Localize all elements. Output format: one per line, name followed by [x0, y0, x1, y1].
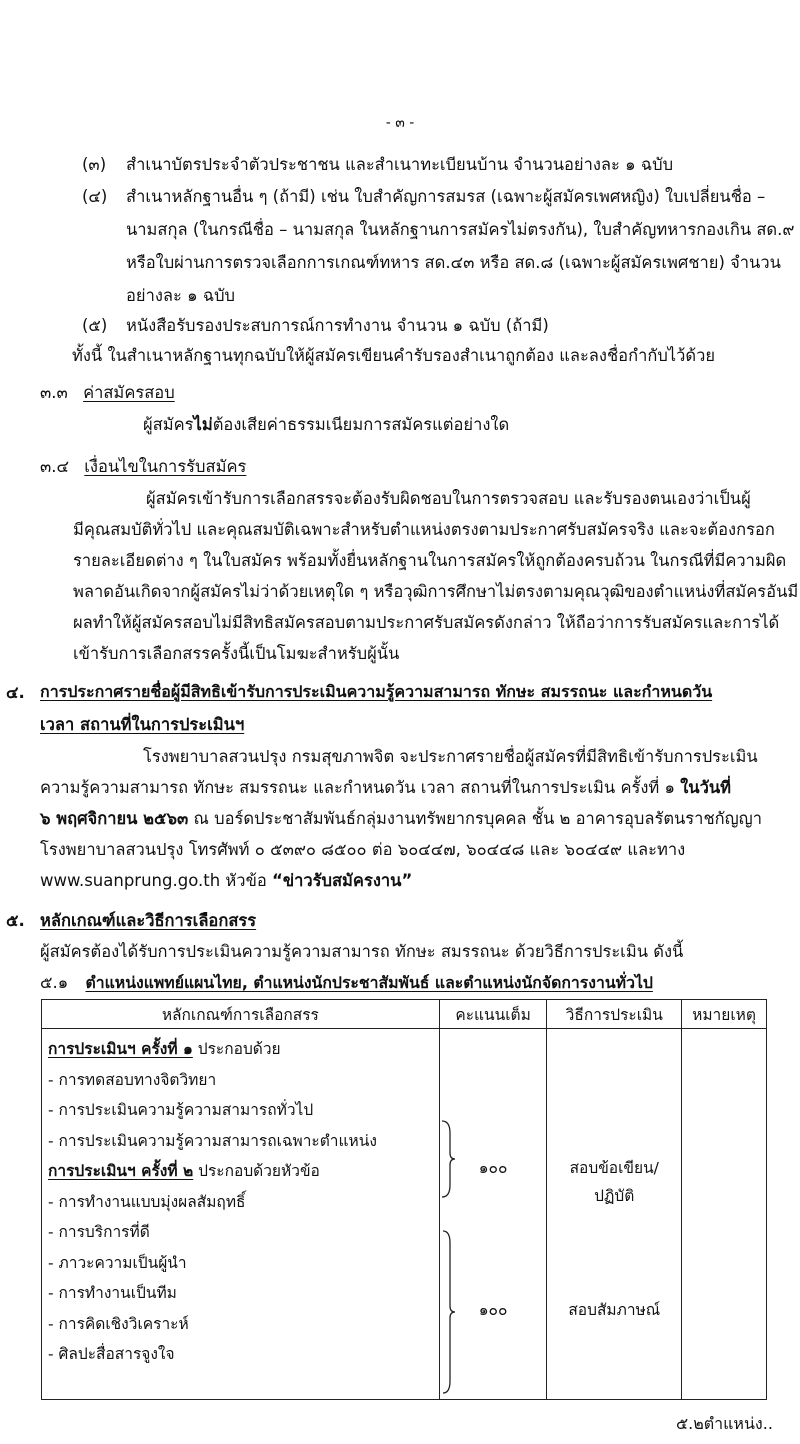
round-2-score: ๑๐๐ [478, 1301, 508, 1319]
selection-criteria-table [41, 999, 767, 1400]
round-2-item-1: - การทำงานแบบมุ่งผลสัมฤทธิ์ [48, 1192, 246, 1211]
section-4-line-1: โรงพยาบาลสวนปรุง กรมสุขภาพจิต จะประกาศรายชื่อผู้สมัครที่มีสิทธิเข้ารับการประเมิน [143, 747, 758, 766]
section-3-4-line-3: รายละเอียดต่าง ๆ ในใบสมัคร พร้อมทั้งยื่นหลักฐานในการสมัครให้ถูกต้องครบถ้วน ในกรณีที่มีความผิด [73, 551, 787, 570]
section-3-3-text-post: ต้องเสียค่าธรรมเนียมการสมัครแต่อย่างใด [212, 415, 510, 434]
section-5-1-title: ตำแหน่งแพทย์แผนไทย, ตำแหน่งนักประชาสัมพันธ์ และตำแหน่งนักจัดการงานทั่วไป [85, 973, 653, 992]
next-page-continuation: ๕.๒ตำแหน่ง.. [676, 1414, 773, 1433]
section-3-3-title: ค่าสมัครสอบ [83, 383, 175, 402]
round-2-heading [48, 1157, 439, 1188]
section-5-1-number: ๕.๑ [40, 973, 69, 992]
doc-item-5 [82, 313, 549, 339]
round-2-item-6: - ศิลปะสื่อสารจูงใจ [48, 1345, 175, 1363]
section-4-line-3-text: ณ บอร์ดประชาสัมพันธ์กลุ่มงานทรัพยากรบุคคล ชั้น ๒ อาคารอุบลรัตนราชกัญญา [188, 809, 763, 828]
section-3-3-number: ๓.๓ [40, 383, 68, 402]
section-5-number: ๕. [6, 911, 25, 930]
documents-note: ทั้งนี้ ในสำเนาหลักฐานทุกฉบับให้ผู้สมัครเขียนคำรับรองสำเนาถูกต้อง และลงชื่อกำกับไว้ด้วย [72, 346, 716, 365]
round-1-item-3: - การประเมินความรู้ความสามารถเฉพาะตำแหน่ง [48, 1131, 377, 1150]
section-4-line-2-bold: ในวันที่ [680, 778, 732, 797]
round-2-item-4: - การทำงานเป็นทีม [48, 1284, 177, 1302]
doc-item-3-text: สำเนาบัตรประจำตัวประชาชน และสำเนาทะเบียนบ้าน จำนวนอย่างละ ๑ ฉบับ [126, 155, 674, 174]
criteria-cell [42, 1029, 440, 1400]
round-1-method-line-1: สอบข้อเขียน/ [569, 1159, 659, 1177]
doc-item-3-label: (๓) [82, 155, 107, 174]
section-4-line-5 [40, 868, 412, 894]
announcement-date: ๖ พฤศจิกายน ๒๕๖๓ [40, 809, 189, 828]
remark-cell [682, 1029, 767, 1400]
round-1-item-2: - การประเมินความรู้ความสามารถทั่วไป [48, 1101, 314, 1119]
section-3-3-text [143, 412, 509, 438]
round-2-suffix: ประกอบด้วยหัวข้อ [193, 1162, 320, 1180]
news-topic: “ข่าวรับสมัครงาน” [272, 871, 413, 890]
section-4-line-4: โรงพยาบาลสวนปรุง โทรศัพท์ ๐ ๕๓๙๐ ๘๕๐๐ ต่อ ๖๐๔๔๗, ๖๐๔๔๘ และ ๖๐๔๔๙ และทาง [40, 840, 686, 859]
doc-item-4-line-4: อย่างละ ๑ ฉบับ [126, 286, 236, 305]
round-1-item-1: - การทดสอบทางจิตวิทยา [48, 1070, 217, 1089]
section-3-3-text-bold: ไม่ [193, 415, 213, 434]
round-1-heading [48, 1035, 439, 1066]
round-1-method-line-2: ปฏิบัติ [594, 1187, 635, 1205]
header-method: วิธีการประเมิน [547, 1000, 682, 1029]
section-4-number: ๔. [6, 683, 25, 702]
section-5-intro: ผู้สมัครต้องได้รับการประเมินความรู้ความสามารถ ทักษะ สมรรถนะ ด้วยวิธีการประเมิน ดังนี้ [40, 942, 684, 961]
table-header-row [42, 1000, 767, 1029]
section-4-line-2 [40, 775, 731, 801]
round-1-title: การประเมินฯ ครั้งที่ ๑ [48, 1040, 193, 1058]
section-3-4-line-6: เข้ารับการเลือกสรรครั้งนี้เป็นโมฆะสำหรับผู้นั้น [73, 644, 400, 663]
section-4-title-line-1: การประกาศรายชื่อผู้มีสิทธิเข้ารับการประเมินความรู้ความสามารถ ทักษะ สมรรถนะ และกำหนดวัน [40, 682, 713, 701]
header-criteria: หลักเกณฑ์การเลือกสรร [42, 1000, 440, 1029]
doc-item-4-line-1: สำเนาหลักฐานอื่น ๆ (ถ้ามี) เช่น ใบสำคัญการสมรส (เฉพาะผู้สมัครเพศหญิง) ใบเปลี่ยนชื่อ – [126, 187, 766, 206]
header-remark: หมายเหตุ [682, 1000, 767, 1029]
round-2-item-2: - การบริการที่ดี [48, 1223, 150, 1241]
section-4-line-2-text: ความรู้ความสามารถ ทักษะ สมรรถนะ และกำหนดวัน เวลา สถานที่ในการประเมิน ครั้งที่ ๑ [40, 778, 681, 797]
page-number: - ๓ - [385, 115, 415, 131]
round-2-item-3: - ภาวะความเป็นผู้นำ [48, 1253, 187, 1272]
section-3-4-heading [40, 454, 246, 480]
header-full-score: คะแนนเต็ม [439, 1000, 547, 1029]
section-3-3-heading [40, 380, 175, 406]
doc-item-4-label: (๔) [82, 187, 108, 206]
website-link[interactable]: www.suanprung.go.th หัวข้อ [40, 871, 272, 890]
doc-item-5-label: (๕) [82, 316, 108, 335]
section-4-title-line-2: เวลา สถานที่ในการประเมินฯ [40, 715, 245, 734]
section-5-title: หลักเกณฑ์และวิธีการเลือกสรร [40, 911, 257, 930]
section-3-3-text-pre: ผู้สมัคร [143, 415, 194, 434]
section-3-4-line-5: ผลทำให้ผู้สมัครสอบไม่มีสิทธิสมัครสอบตามประกาศรับสมัครดังกล่าว ให้ถือว่าการรับสมัครและการได้ [73, 613, 780, 632]
section-3-4-line-1: ผู้สมัครเข้ารับการเลือกสรรจะต้องรับผิดชอบในการตรวจสอบ และรับรองตนเองว่าเป็นผู้ [146, 489, 751, 508]
section-5-1-heading [40, 970, 653, 996]
section-3-4-line-4: พลาดอันเกิดจากผู้สมัครไม่ว่าด้วยเหตุใด ๆ หรือวุฒิการศึกษาไม่ตรงตามคุณวุฒิของตำแหน่งที่สมัครอันมี [73, 582, 799, 601]
section-3-4-number: ๓.๔ [40, 457, 70, 476]
round-1-score: ๑๐๐ [478, 1159, 508, 1177]
section-4-line-3 [40, 806, 762, 832]
round-2-item-5: - การคิดเชิงวิเคราะห์ [48, 1314, 189, 1333]
section-3-4-title: เงื่อนไขในการรับสมัคร [84, 457, 247, 476]
round-2-title: การประเมินฯ ครั้งที่ ๒ [48, 1162, 194, 1180]
doc-item-4-line-2: นามสกุล (ในกรณีชื่อ – นามสกุล ในหลักฐานการสมัครไม่ตรงกัน), ใบสำคัญทหารกองเกิน สด.๙ [126, 220, 795, 239]
score-cell [439, 1029, 547, 1400]
round-2-method: สอบสัมภาษณ์ [568, 1301, 661, 1319]
method-cell [547, 1029, 682, 1400]
doc-item-5-text: หนังสือรับรองประสบการณ์การทำงาน จำนวน ๑ ฉบับ (ถ้ามี) [126, 316, 549, 335]
doc-item-3 [82, 152, 673, 178]
table-row [42, 1029, 767, 1400]
round-1-suffix: ประกอบด้วย [192, 1040, 281, 1058]
doc-item-4-line-3: หรือใบผ่านการตรวจเลือกการเกณฑ์ทหาร สด.๔๓ หรือ สด.๘ (เฉพาะผู้สมัครเพศชาย) จำนวน [126, 253, 781, 272]
section-3-4-line-2: มีคุณสมบัติทั่วไป และคุณสมบัติเฉพาะสำหรับตำแหน่งตรงตามประกาศรับสมัครจริง และจะต้องกรอก [73, 520, 775, 539]
doc-item-4 [82, 184, 765, 210]
